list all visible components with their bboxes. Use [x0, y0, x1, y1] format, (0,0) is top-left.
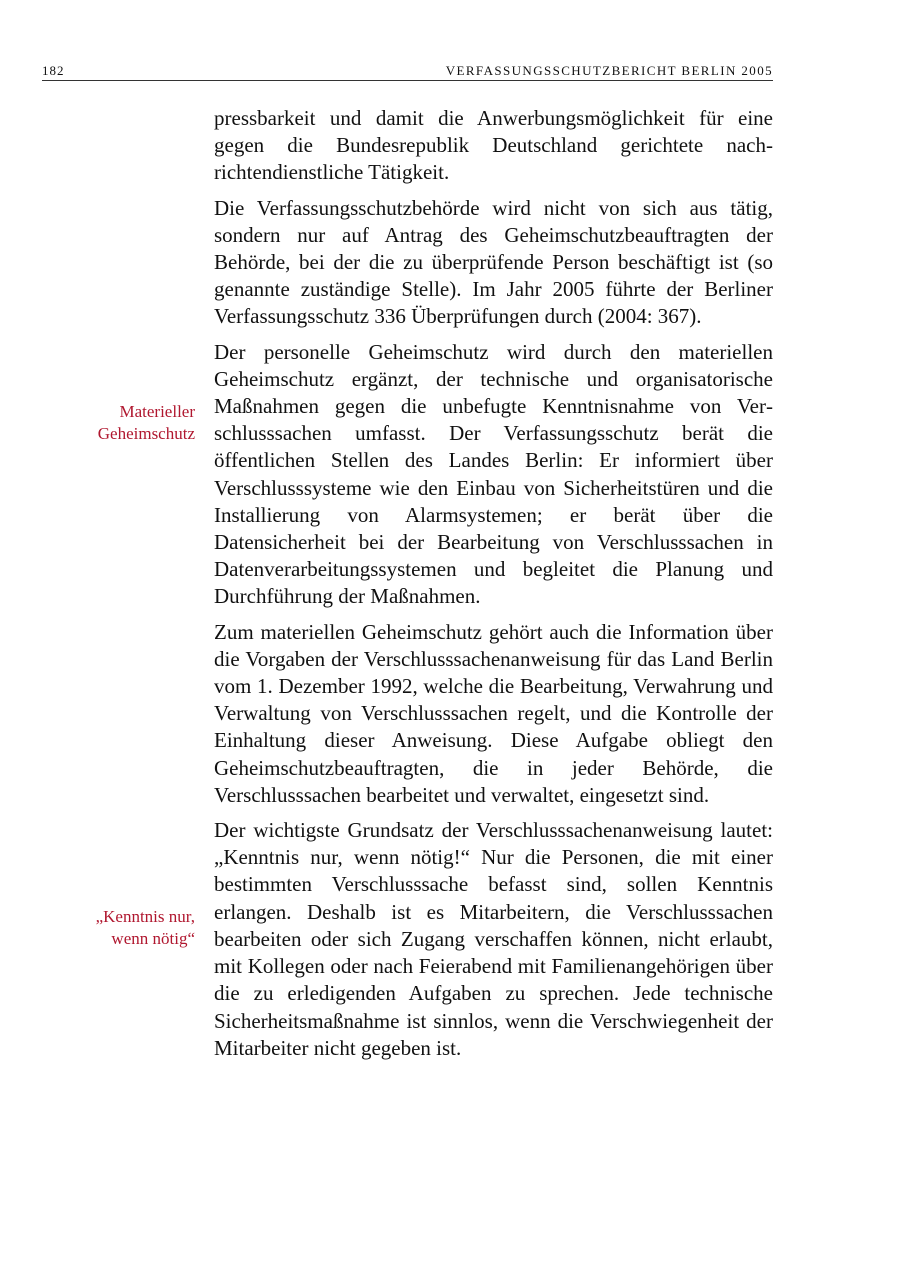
paragraph: Zum materiellen Geheimschutz gehört auch die Information über die Vorgaben der Verschlusssachenanweisung für das Land Berlin vom 1. Dezember 1992, welche die Bearbeitung, Verwahrung und Verwaltung von Verschlusssachen regelt, und die Kontrolle der Einhaltung dieser Anweisung. Diese Aufgabe obliegt den Geheimschutzbeauftragten, die in jeder Behörde, die Verschlusssachen bearbeitet und verwaltet, eingesetzt sind. [214, 619, 773, 807]
body-text [214, 105, 773, 1070]
paragraph: Die Verfassungsschutzbehörde wird nicht von sich aus tätig, sondern nur auf Antrag des Geheimschutzbeauftragten der Behörde, bei der die zu überprüfende Person beschäftigt ist (so genannte zuständige Stelle). Im Jahr 2005 führte der Berliner Verfassungsschutz 336 Überprüfungen durch (2004: 367). [214, 195, 773, 329]
running-title: VERFASSUNGSSCHUTZBERICHT BERLIN 2005 [445, 63, 773, 78]
paragraph: pressbarkeit und damit die Anwerbungsmöglichkeit für eine gegen die Bundesrepublik Deutschland gerichtete nachrichtendienstliche Tätigkeit. [214, 106, 773, 185]
margin-note-kenntnis-nur-wenn-noetig: „Kenntnis nur, wenn nötig“ [95, 907, 195, 948]
margin-note-materieller-geheimschutz: Materieller Geheimschutz [97, 402, 195, 443]
paragraph: Der wichtigste Grundsatz der Verschlusssachenanweisung lautet: „Kenntnis nur, wenn nötig!“ Nur die Personen, die mit einer bestimmten Verschlusssache befasst sind, sollen Kenntnis erlangen. Deshalb ist es Mitarbeitern, die Verschlusssachen bearbeiten oder sich Zugang verschaffen können, nicht erlaubt, mit Kollegen oder nach Feierabend mit Familienangehörigen über die zu erledigenden Aufgaben zu sprechen. Jede technische Sicherheitsmaßnahme ist sinnlos, wenn die Verschwiegenheit der Mitarbeiter nicht gegeben ist. [214, 818, 773, 1060]
page-number: 182 [42, 63, 65, 78]
page-header [42, 60, 773, 81]
paragraph: Der personelle Geheimschutz wird durch den materiellen Geheimschutz ergänzt, der technische und organisatorische Maßnahmen gegen die unbefugte Kenntnisnahme von Verschlusssachen umfasst. Der Verfassungsschutz berät die öffentlichen Stellen des Landes Berlin: Er informiert über Verschlusssysteme wie den Einbau von Sicherheitstüren und die Installierung von Alarmsystemen; er berät über die Datensicherheit bei der Bearbeitung von Verschlusssachen in Datenverarbeitungssystemen und begleitet die Planung und Durchführung der Maßnahmen. [214, 339, 773, 609]
